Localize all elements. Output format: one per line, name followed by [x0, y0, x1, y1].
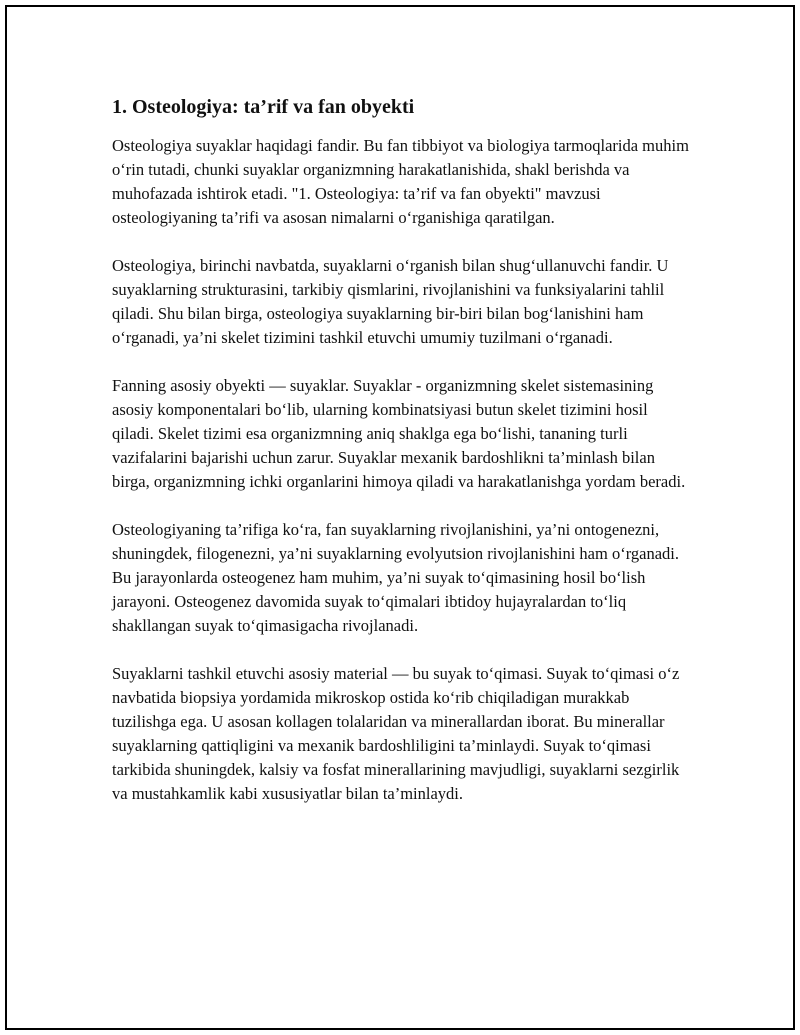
paragraph-1: Osteologiya suyaklar haqidagi fandir. Bu fan tibbiyot va biologiya tarmoqlarida muhim o‘rin tutadi, chunki suyaklar organizmning harakatlanishida, shakl berishda va muhofazada ishtirok etadi. "1. Osteologiya: ta’rif va fan obyekti" mavzusi osteologiyaning ta’rifi va asosan nimalarni o‘rganishiga qaratilgan. [112, 136, 689, 227]
paragraph-5: Suyaklarni tashkil etuvchi asosiy material — bu suyak to‘qimasi. Suyak to‘qimasi o‘z navbatida biopsiya yordamida mikroskop ostida ko‘rib chiqiladigan murakkab tuzilishga ega. U asosan kollagen tolalaridan va minerallardan iborat. Bu minerallar suyaklarning qattiqligini va mexanik bardoshliligini ta’minlaydi. Suyak to‘qimasi tarkibida shuningdek, kalsiy va fosfat minerallarining mavjudligi, suyaklarni sezgirlik va mustahkamlik kabi xususiyatlar bilan ta’minlaydi. [112, 664, 680, 803]
document-body [112, 94, 692, 830]
paragraph-2: Osteologiya, birinchi navbatda, suyaklarni o‘rganish bilan shug‘ullanuvchi fandir. U suyaklarning strukturasini, tarkibiy qismlarini, rivojlanishini va funksiyalarini tahlil qiladi. Shu bilan birga, osteologiya suyaklarning bir-biri bilan bog‘lanishini ham o‘rganadi, ya’ni skelet tizimini tashkil etuvchi umumiy tuzilmani o‘rganadi. [112, 256, 669, 347]
paragraph-3: Fanning asosiy obyekti — suyaklar. Suyaklar - organizmning skelet sistemasining asosiy komponentalari bo‘lib, ularning kombinatsiyasi butun skelet tizimini hosil qiladi. Skelet tizimi esa organizmning aniq shaklga ega bo‘lishi, tananing turli vazifalarini bajarishi uchun zarur. Suyaklar mexanik bardoshlikni ta’minlash bilan birga, organizmning ichki organlarini himoya qiladi va harakatlanishga yordam beradi. [112, 376, 686, 491]
section-title: 1. Osteologiya: ta’rif va fan obyekti [112, 96, 415, 118]
paragraph-4: Osteologiyaning ta’rifiga ko‘ra, fan suyaklarning rivojlanishini, ya’ni ontogenezni, shuningdek, filogenezni, ya’ni suyaklarning evolyutsion rivojlanishini ham o‘rganadi. Bu jarayonlarda osteogenez ham muhim, ya’ni suyak to‘qimasining hosil bo‘lish jarayoni. Osteogenez davomida suyak to‘qimalari ibtidoy hujayralardan to‘liq shakllangan suyak to‘qimasigacha rivojlanadi. [112, 520, 680, 635]
